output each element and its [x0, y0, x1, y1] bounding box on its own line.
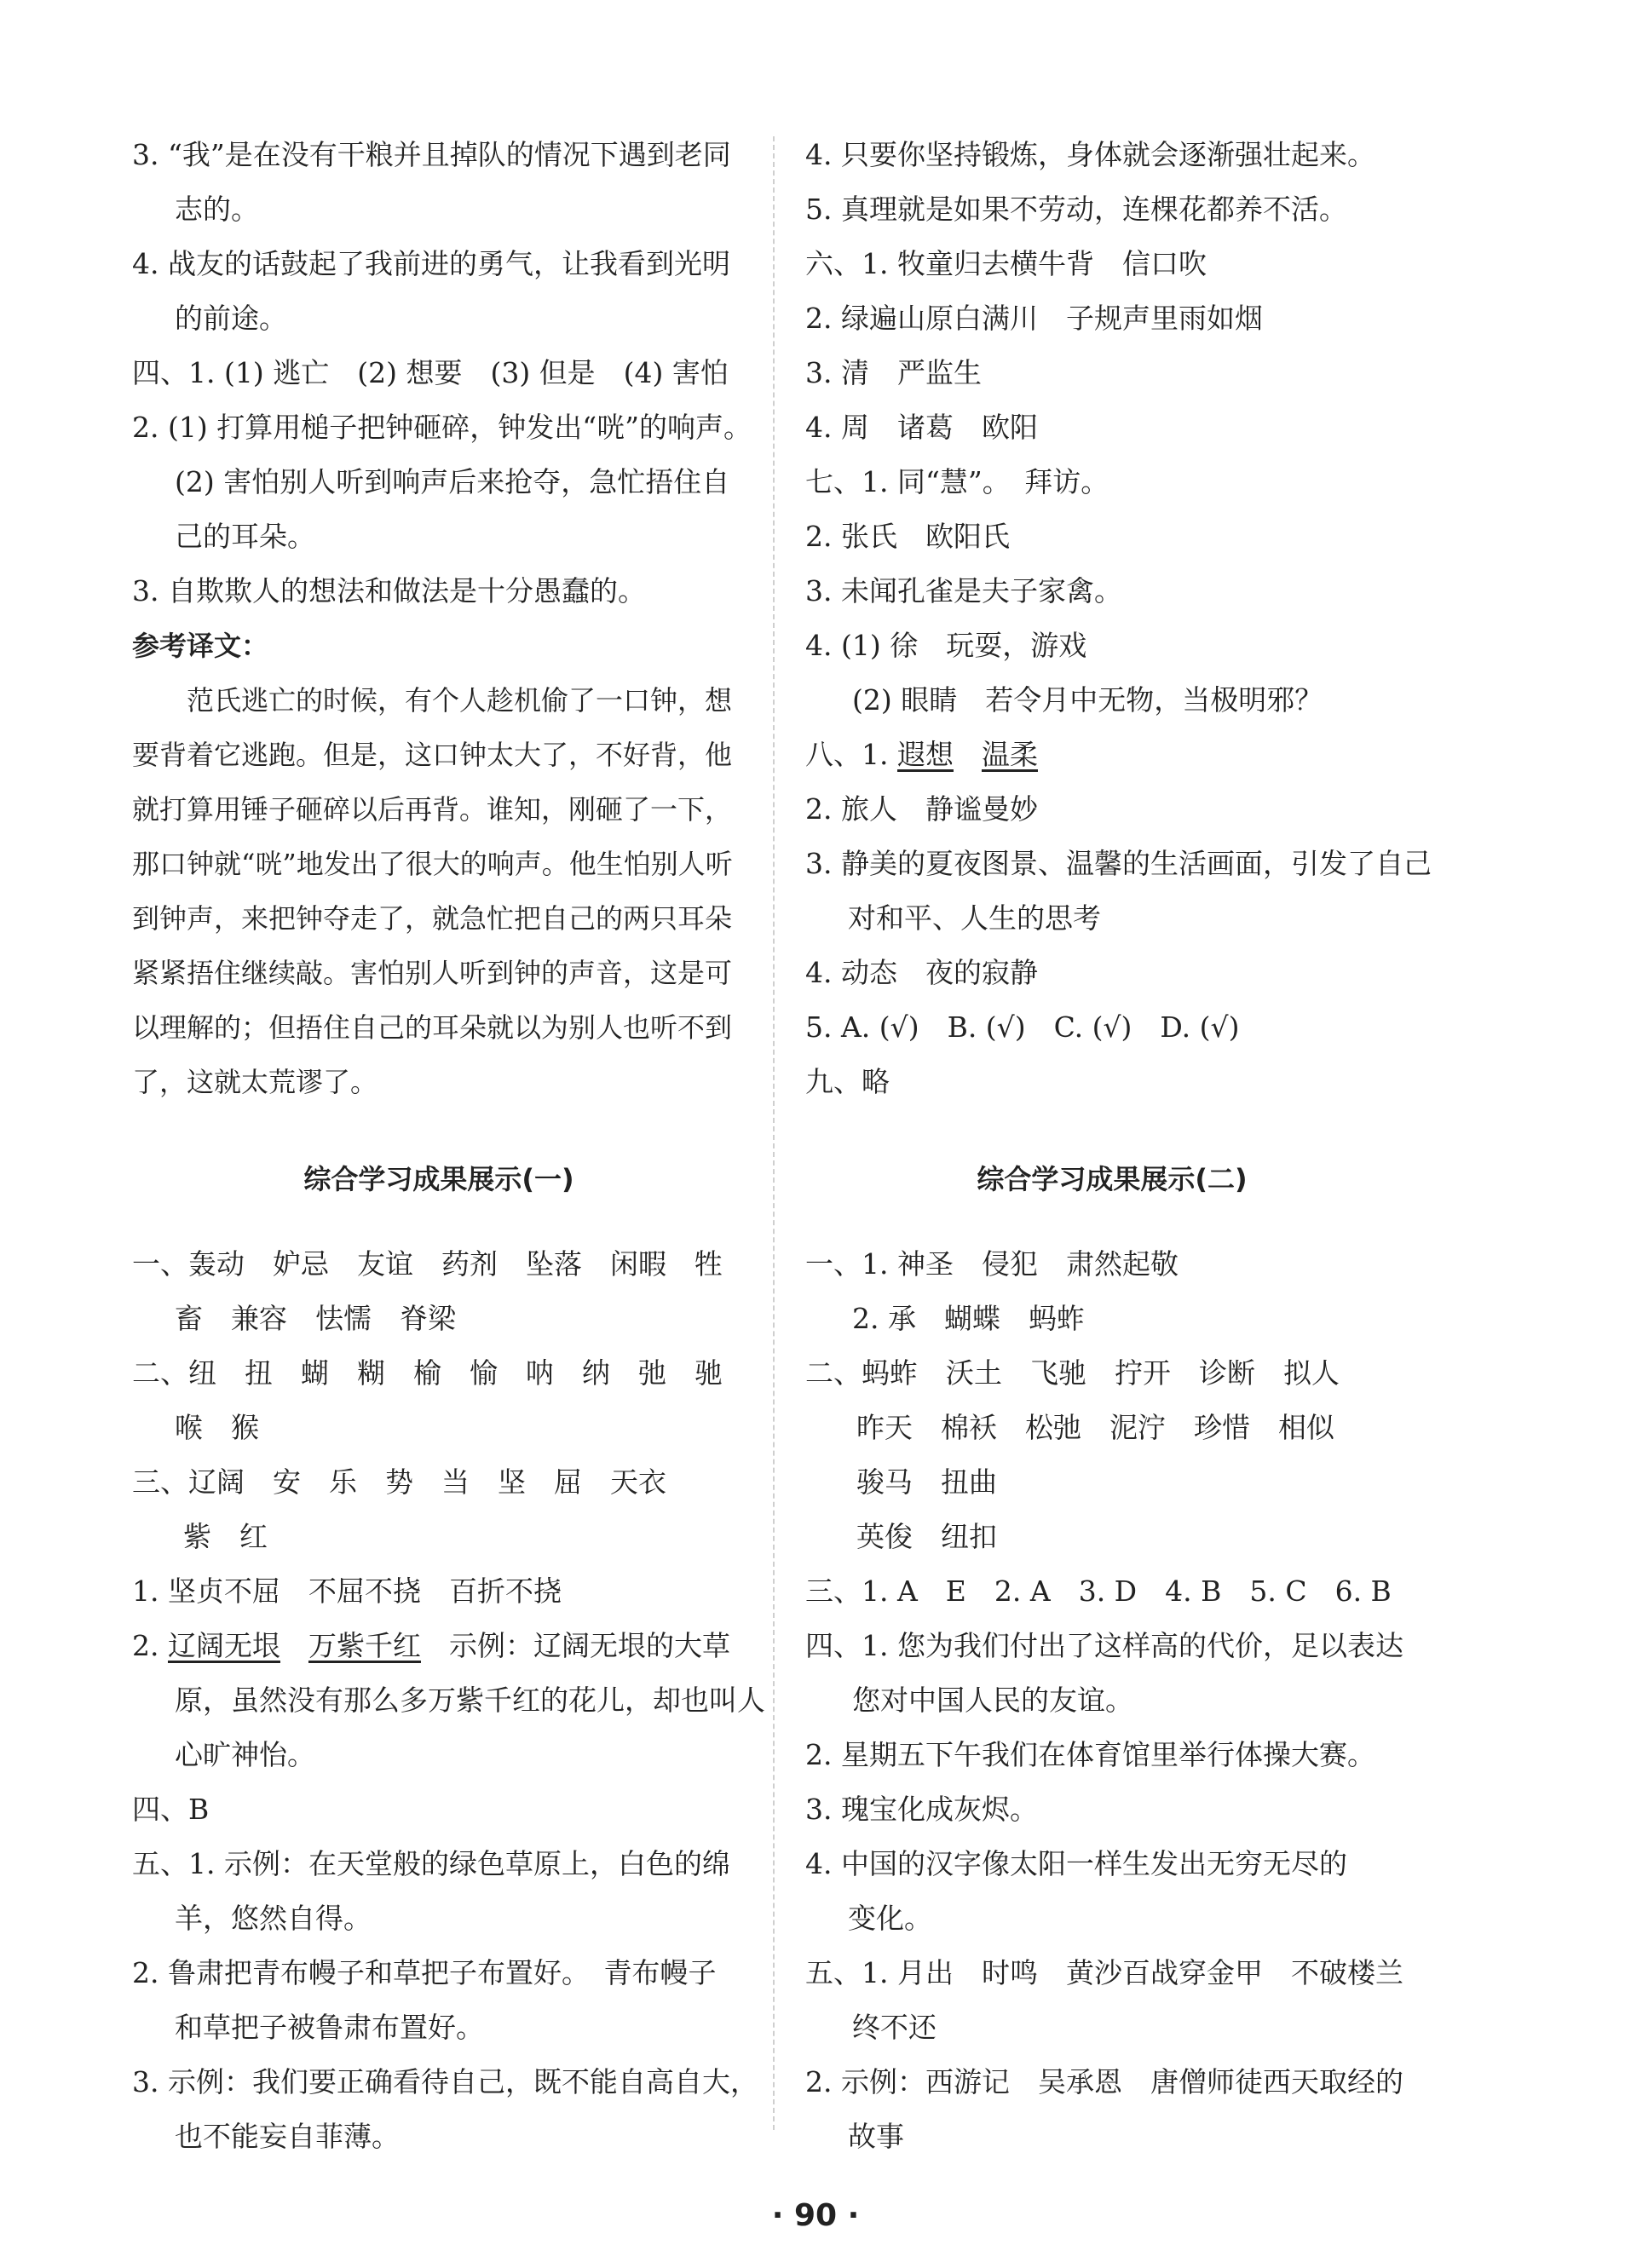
answer-line: 四、1. (1) 逃亡 (2) 想要 (3) 但是 (4) 害怕 — [132, 356, 729, 389]
underlined-word: 遐想 — [896, 738, 954, 771]
answer-line: 4. 动态 夜的寂静 — [805, 956, 1038, 989]
answer-line: 终不还 — [852, 2011, 937, 2044]
translation-heading: 参考译文： — [132, 630, 269, 662]
answer-line: 喉 猴 — [175, 1411, 259, 1444]
answer-line: 原，虽然没有那么多万紫千红的花儿，却也叫人 — [175, 1684, 765, 1717]
answer-line: 2. 旅人 静谧曼妙 — [805, 792, 1038, 826]
answer-line-eight — [805, 728, 1419, 782]
answer-line: 二、蚂蚱 沃土 飞驰 拧开 诊断 拟人 — [805, 1356, 1340, 1390]
answer-line: 2. 星期五下午我们在体育馆里举行体操大赛。 — [805, 1738, 1375, 1771]
underlined-word: 万紫千红 — [308, 1629, 421, 1662]
answer-line: 五、1. 月出 时鸣 黄沙百战穿金甲 不破楼兰 — [805, 1956, 1403, 1989]
section-title-2: 综合学习成果展示(二) — [977, 1163, 1248, 1195]
answer-line: 三、辽阔 安 乐 势 当 坚 屈 天衣 — [132, 1465, 666, 1499]
answer-line: (2) 眼睛 若令月中无物，当极明邪？ — [852, 683, 1323, 717]
answer-line: 也不能妄自菲薄。 — [175, 2120, 400, 2153]
answer-line: 变化。 — [848, 1902, 932, 1935]
answer-line: 心旷神怡。 — [175, 1738, 315, 1771]
answer-line: 2. 承 蝴蝶 蚂蚱 — [852, 1302, 1085, 1335]
answer-line-q2: 2. 辽阔无垠 万紫千红 示例：辽阔无垠的大草 — [132, 1629, 730, 1662]
answer-line: 骏马 扭曲 — [856, 1465, 997, 1499]
answer-line: 3. 清 严监生 — [805, 356, 982, 389]
answer-line: 四、1. 您为我们付出了这样高的代价，足以表达 — [805, 1629, 1403, 1662]
answer-line: 一、轰动 妒忌 友谊 药剂 坠落 闲暇 牲 — [132, 1247, 723, 1281]
answer-line: 六、1. 牧童归去横牛背 信口吹 — [805, 247, 1207, 280]
answer-line: 3. 未闻孔雀是夫子家禽。 — [805, 574, 1122, 607]
answer-line: 二、纽 扭 蝴 糊 榆 愉 呐 纳 弛 驰 — [132, 1356, 723, 1390]
answer-line: 您对中国人民的友谊。 — [852, 1684, 1133, 1717]
answer-line: 3. 自欺欺人的想法和做法是十分愚蠢的。 — [132, 574, 646, 607]
underlined-word: 辽阔无垠 — [167, 1629, 280, 1662]
answer-label: 八、1. — [805, 738, 897, 771]
answer-line: 羊，悠然自得。 — [175, 1902, 372, 1935]
answer-line: 3. “我”是在没有干粮并且掉队的情况下遇到老同 — [132, 138, 731, 171]
underlined-word: 温柔 — [981, 738, 1038, 771]
answer-line: 4. 战友的话鼓起了我前进的勇气，让我看到光明 — [132, 247, 730, 280]
answer-line: (2) 害怕别人听到响声后来抢夺，急忙捂住自 — [175, 465, 730, 498]
answer-line: 己的耳朵。 — [175, 520, 315, 553]
answer-line: 昨天 棉袄 松弛 泥泞 珍惜 相似 — [856, 1411, 1334, 1444]
answer-line: 3. 瑰宝化成灰烬。 — [805, 1793, 1038, 1826]
answer-line: 3. 示例：我们要正确看待自己，既不能自高自大， — [132, 2065, 758, 2098]
answer-line: 4. 周 诸葛 欧阳 — [805, 411, 1038, 444]
answer-line: 1. 坚贞不屈 不屈不挠 百折不挠 — [132, 1574, 562, 1608]
answer-line: 5. A. (√) B. (√) C. (√) D. (√) — [805, 1010, 1240, 1044]
answer-text: 示例：辽阔无垠的大草 — [420, 1629, 730, 1662]
answer-line: 2. (1) 打算用槌子把钟砸碎，钟发出“咣”的响声。 — [132, 411, 752, 444]
answer-line: 一、1. 神圣 侵犯 肃然起敬 — [805, 1247, 1179, 1281]
answer-line: 故事 — [848, 2120, 904, 2153]
answer-line: 2. 张氏 欧阳氏 — [805, 520, 1010, 553]
answer-line: 5. 真理就是如果不劳动，连棵花都养不活。 — [805, 193, 1347, 226]
right-column — [805, 128, 1432, 2164]
answer-line: 三、1. A E 2. A 3. D 4. B 5. C 6. B — [805, 1574, 1392, 1608]
answer-line: 2. 鲁肃把青布幔子和草把子布置好。 青布幔子 — [132, 1956, 717, 1989]
answer-line: 紫 红 — [183, 1520, 268, 1553]
answer-line: 3. 静美的夏夜图景、温馨的生活画面，引发了自己 — [805, 847, 1432, 880]
answer-line: 七、1. 同“慧”。 拜访。 — [805, 465, 1109, 498]
column-divider — [773, 136, 775, 2130]
answer-line: 五、1. 示例：在天堂般的绿色草原上，白色的绵 — [132, 1847, 730, 1880]
answer-line: 九、略 — [805, 1065, 890, 1098]
answer-line: 4. (1) 徐 玩耍，游戏 — [805, 629, 1087, 662]
answer-line: 4. 只要你坚持锻炼，身体就会逐渐强壮起来。 — [805, 138, 1375, 171]
translation-text: 范氏逃亡的时候，有个人趁机偷了一口钟，想要背着它逃跑。但是，这口钟太大了，不好背，他就打算用锤子砸碎以后再背。谁知，刚砸了一下，那口钟就“咣”地发出了很大的响声。他生怕别人听到钟声，来把钟夺走了，就急忙把自己的两只耳朵紧紧捂住继续敲。害怕别人听到钟的声音，这是可以理解的；但捂住自己的耳朵就以为别人也听不到了，这就太荒谬了。 — [132, 684, 733, 1098]
answer-line: 对和平、人生的思考 — [848, 901, 1101, 935]
page-number: · 90 · — [771, 2198, 860, 2233]
answer-line: 4. 中国的汉字像太阳一样生发出无穷无尽的 — [805, 1847, 1347, 1880]
answer-line: 英俊 纽扣 — [856, 1520, 997, 1553]
answer-line: 2. 示例：西游记 吴承恩 唐僧师徒西天取经的 — [805, 2065, 1403, 2098]
answer-line: 的前途。 — [175, 302, 287, 335]
answer-line: 志的。 — [175, 193, 259, 226]
answer-line: 四、B — [132, 1793, 210, 1826]
answer-line: 2. 绿遍山原白满川 子规声里雨如烟 — [805, 302, 1263, 335]
answer-line: 畜 兼容 怯懦 脊梁 — [175, 1302, 456, 1335]
left-column — [132, 128, 765, 2164]
section-title-1: 综合学习成果展示(一) — [303, 1163, 574, 1195]
answer-line: 和草把子被鲁肃布置好。 — [175, 2011, 484, 2044]
